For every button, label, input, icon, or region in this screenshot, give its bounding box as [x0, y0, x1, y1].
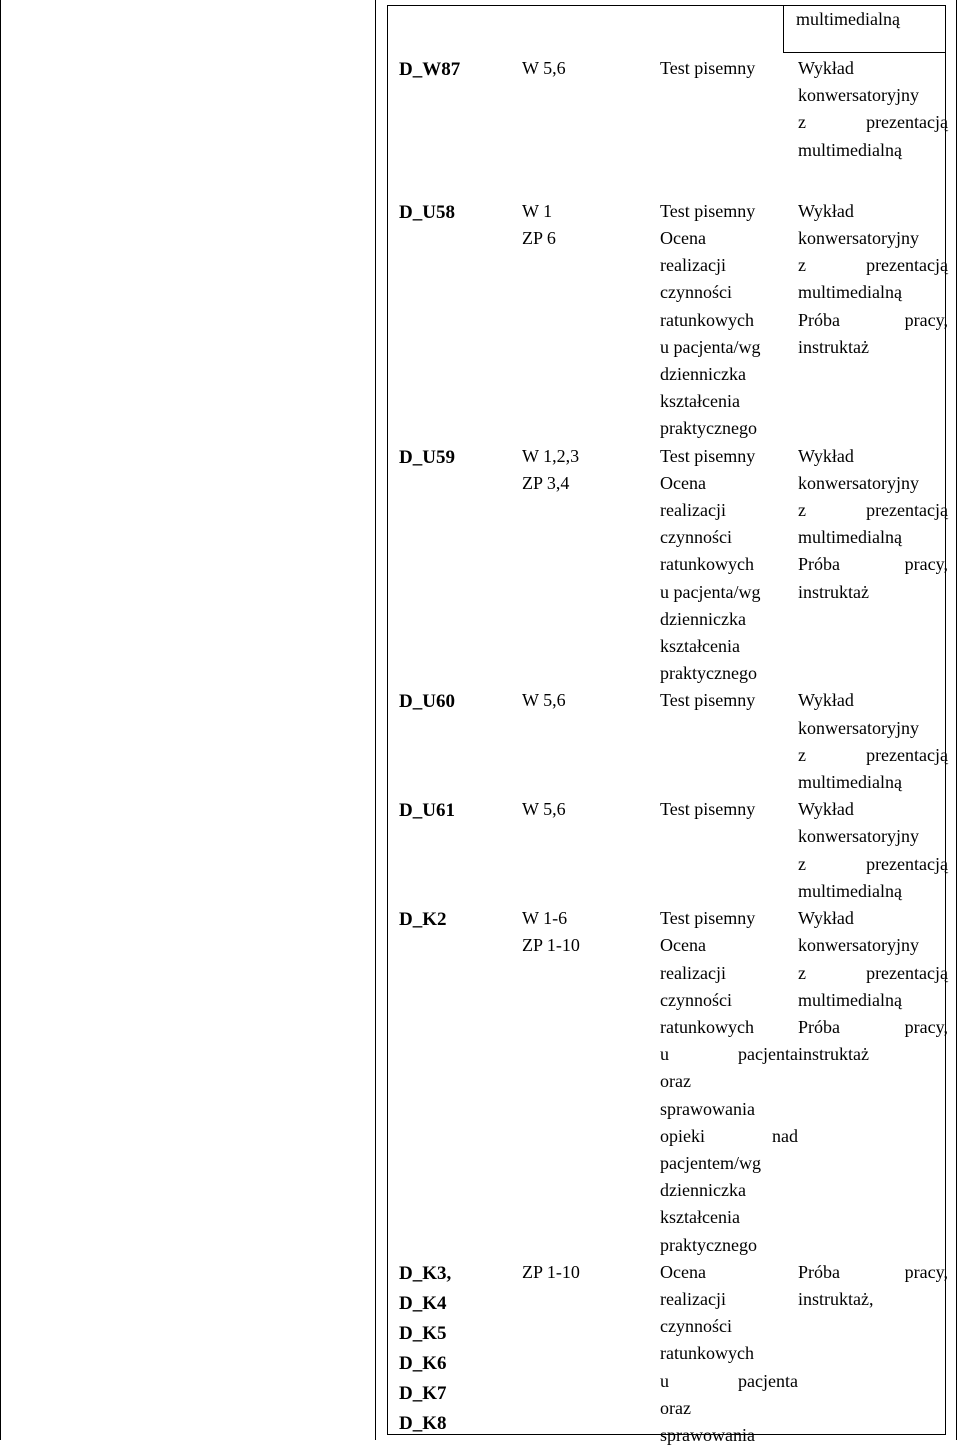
verification-methods-line: u pacjenta — [660, 1044, 798, 1065]
teaching-forms-line: multimedialną — [798, 527, 902, 548]
verification-methods-line: Ocena — [660, 228, 706, 249]
verification-methods-line: ratunkowych — [660, 1343, 754, 1364]
verification-methods-line: kształcenia — [660, 1207, 740, 1228]
teaching-forms-line: konwersatoryjny — [798, 228, 919, 249]
verification-methods-line: Test pisemny — [660, 58, 756, 78]
teaching-forms-line: z prezentacją — [798, 744, 948, 765]
verification-methods-line: czynności — [660, 1316, 732, 1337]
outcome-code-line: D_K7 — [399, 1382, 447, 1404]
top-cell-text: multimedialną — [796, 9, 900, 29]
verification-methods-line: realizacji — [660, 500, 726, 521]
outcomes-table — [387, 52, 948, 1449]
teaching-forms — [798, 52, 948, 186]
table-row — [387, 796, 948, 905]
verification-methods-line: czynności — [660, 527, 732, 548]
teaching-forms-line: multimedialną — [798, 772, 902, 793]
verification-methods-line: realizacji — [660, 1288, 726, 1309]
outcome-code-line: D_K6 — [399, 1352, 447, 1374]
page-frame-left — [0, 0, 1, 1440]
verification-methods — [660, 796, 798, 905]
teaching-forms-line: Wykład — [798, 799, 854, 820]
teaching-forms-line: instruktaż, — [798, 1288, 874, 1309]
teaching-forms-line: z prezentacją — [798, 112, 948, 133]
teaching-forms-line: Wykład — [798, 200, 854, 221]
reference-codes-line: W 5,6 — [522, 58, 566, 78]
table-row — [387, 1259, 948, 1449]
verification-methods-line: Test pisemny — [660, 908, 756, 929]
reference-codes-line: W 5,6 — [522, 799, 566, 820]
teaching-forms-line: Wykład — [798, 445, 854, 466]
verification-methods-line: realizacji — [660, 255, 726, 276]
teaching-forms-line: z prezentacją — [798, 255, 948, 276]
teaching-forms — [798, 687, 948, 796]
teaching-forms-line: multimedialną — [798, 139, 902, 160]
teaching-forms-line: konwersatoryjny — [798, 935, 919, 956]
verification-methods-line: Test pisemny — [660, 200, 756, 221]
teaching-forms-line: instruktaż — [798, 581, 869, 602]
verification-methods-line: Ocena — [660, 935, 706, 956]
verification-methods-line: dzienniczka — [660, 608, 746, 629]
table-row — [387, 186, 948, 443]
verification-methods-line: dzienniczka — [660, 364, 746, 385]
table-row — [387, 443, 948, 688]
reference-codes-line: W 1,2,3 — [522, 445, 580, 466]
teaching-forms-line: Wykład — [798, 58, 854, 78]
page-frame-inner-left — [375, 0, 376, 1440]
verification-methods-line: u pacjenta — [660, 1370, 798, 1391]
verification-methods-line: Ocena — [660, 472, 706, 493]
verification-methods — [660, 1259, 798, 1449]
verification-methods — [660, 905, 798, 1259]
verification-methods-line: kształcenia — [660, 636, 740, 657]
reference-codes-line: W 5,6 — [522, 690, 566, 711]
verification-methods-line: Test pisemny — [660, 445, 756, 466]
teaching-forms-line: Próba pracy, — [798, 1261, 948, 1282]
teaching-forms-line: instruktaż — [798, 1044, 869, 1065]
table-row — [387, 52, 948, 186]
teaching-forms-line: z prezentacją — [798, 500, 948, 521]
verification-methods-line: realizacji — [660, 962, 726, 983]
verification-methods-line: praktycznego — [660, 418, 757, 439]
teaching-forms — [798, 796, 948, 905]
teaching-forms-line: konwersatoryjny — [798, 85, 919, 106]
verification-methods-line: czynności — [660, 989, 732, 1010]
verification-methods-line: sprawowania — [660, 1424, 755, 1445]
verification-methods-line: Test pisemny — [660, 690, 756, 711]
teaching-forms — [798, 186, 948, 443]
verification-methods-line: u pacjenta/wg — [660, 581, 761, 602]
reference-codes — [522, 1259, 660, 1449]
reference-codes-line: W 1-6 — [522, 908, 568, 929]
teaching-forms — [798, 1259, 948, 1449]
outcome-code-line: D_U60 — [399, 691, 455, 713]
teaching-forms-line: Próba pracy, — [798, 309, 948, 330]
teaching-forms-line: konwersatoryjny — [798, 826, 919, 847]
teaching-forms-line: z prezentacją — [798, 853, 948, 874]
outcome-code-line: D_K2 — [399, 909, 447, 931]
verification-methods-line: ratunkowych — [660, 309, 754, 330]
teaching-forms-line: konwersatoryjny — [798, 717, 919, 738]
teaching-forms-line: multimedialną — [798, 282, 902, 303]
verification-methods-line: oraz — [660, 1397, 691, 1418]
reference-codes-line: W 1 — [522, 200, 553, 221]
verification-methods-line: Ocena — [660, 1261, 706, 1282]
verification-methods-line: kształcenia — [660, 391, 740, 412]
outcome-code — [387, 52, 522, 186]
teaching-forms-line: z prezentacją — [798, 962, 948, 983]
reference-codes-line: ZP 3,4 — [522, 472, 570, 493]
verification-methods-line: pacjentem/wg — [660, 1152, 761, 1173]
outcome-code — [387, 443, 522, 688]
outcome-code — [387, 796, 522, 905]
outcome-code-line: D_K8 — [399, 1412, 447, 1434]
verification-methods-line: ratunkowych — [660, 1016, 754, 1037]
reference-codes — [522, 687, 660, 796]
teaching-forms-line: Próba pracy, — [798, 1016, 948, 1037]
verification-methods — [660, 186, 798, 443]
outcome-code-line: D_W87 — [399, 59, 461, 80]
outcome-code — [387, 186, 522, 443]
reference-codes — [522, 186, 660, 443]
verification-methods — [660, 443, 798, 688]
teaching-forms-line: Wykład — [798, 690, 854, 711]
outcome-code-line: D_U61 — [399, 800, 455, 822]
outcome-code — [387, 1259, 522, 1449]
reference-codes — [522, 905, 660, 1259]
verification-methods-line: praktycznego — [660, 1234, 757, 1255]
outcome-code-line: D_K4 — [399, 1292, 447, 1314]
table-row — [387, 905, 948, 1259]
verification-methods — [660, 687, 798, 796]
outcome-code — [387, 687, 522, 796]
reference-codes — [522, 52, 660, 186]
reference-codes — [522, 443, 660, 688]
verification-methods-line: u pacjenta/wg — [660, 336, 761, 357]
verification-methods — [660, 52, 798, 186]
reference-codes — [522, 796, 660, 905]
reference-codes-line: ZP 1-10 — [522, 935, 580, 956]
outcome-code-line: D_U58 — [399, 201, 455, 223]
reference-codes-line: ZP 1-10 — [522, 1261, 580, 1282]
teaching-forms-line: Wykład — [798, 908, 854, 929]
teaching-forms-line: multimedialną — [798, 989, 902, 1010]
verification-methods-line: czynności — [660, 282, 732, 303]
table-row — [387, 687, 948, 796]
verification-methods-line: praktycznego — [660, 663, 757, 684]
outcome-code-line: D_K3, — [399, 1262, 452, 1284]
verification-methods-line: oraz — [660, 1071, 691, 1092]
verification-methods-line: Test pisemny — [660, 799, 756, 820]
outcome-code-line: D_U59 — [399, 446, 455, 468]
teaching-forms-line: multimedialną — [798, 880, 902, 901]
page-frame-right — [956, 0, 957, 1440]
verification-methods-line: sprawowania — [660, 1098, 755, 1119]
reference-codes-line: ZP 6 — [522, 228, 556, 249]
teaching-forms-line: konwersatoryjny — [798, 472, 919, 493]
outcome-code-line: D_K5 — [399, 1322, 447, 1344]
top-cell-left-border — [783, 5, 784, 53]
verification-methods-line: opieki nad — [660, 1125, 798, 1146]
verification-methods-line: dzienniczka — [660, 1180, 746, 1201]
teaching-forms-line: instruktaż — [798, 336, 869, 357]
teaching-forms — [798, 443, 948, 688]
verification-methods-line: ratunkowych — [660, 554, 754, 575]
teaching-forms — [798, 905, 948, 1259]
teaching-forms-line: Próba pracy, — [798, 554, 948, 575]
outcome-code — [387, 905, 522, 1259]
